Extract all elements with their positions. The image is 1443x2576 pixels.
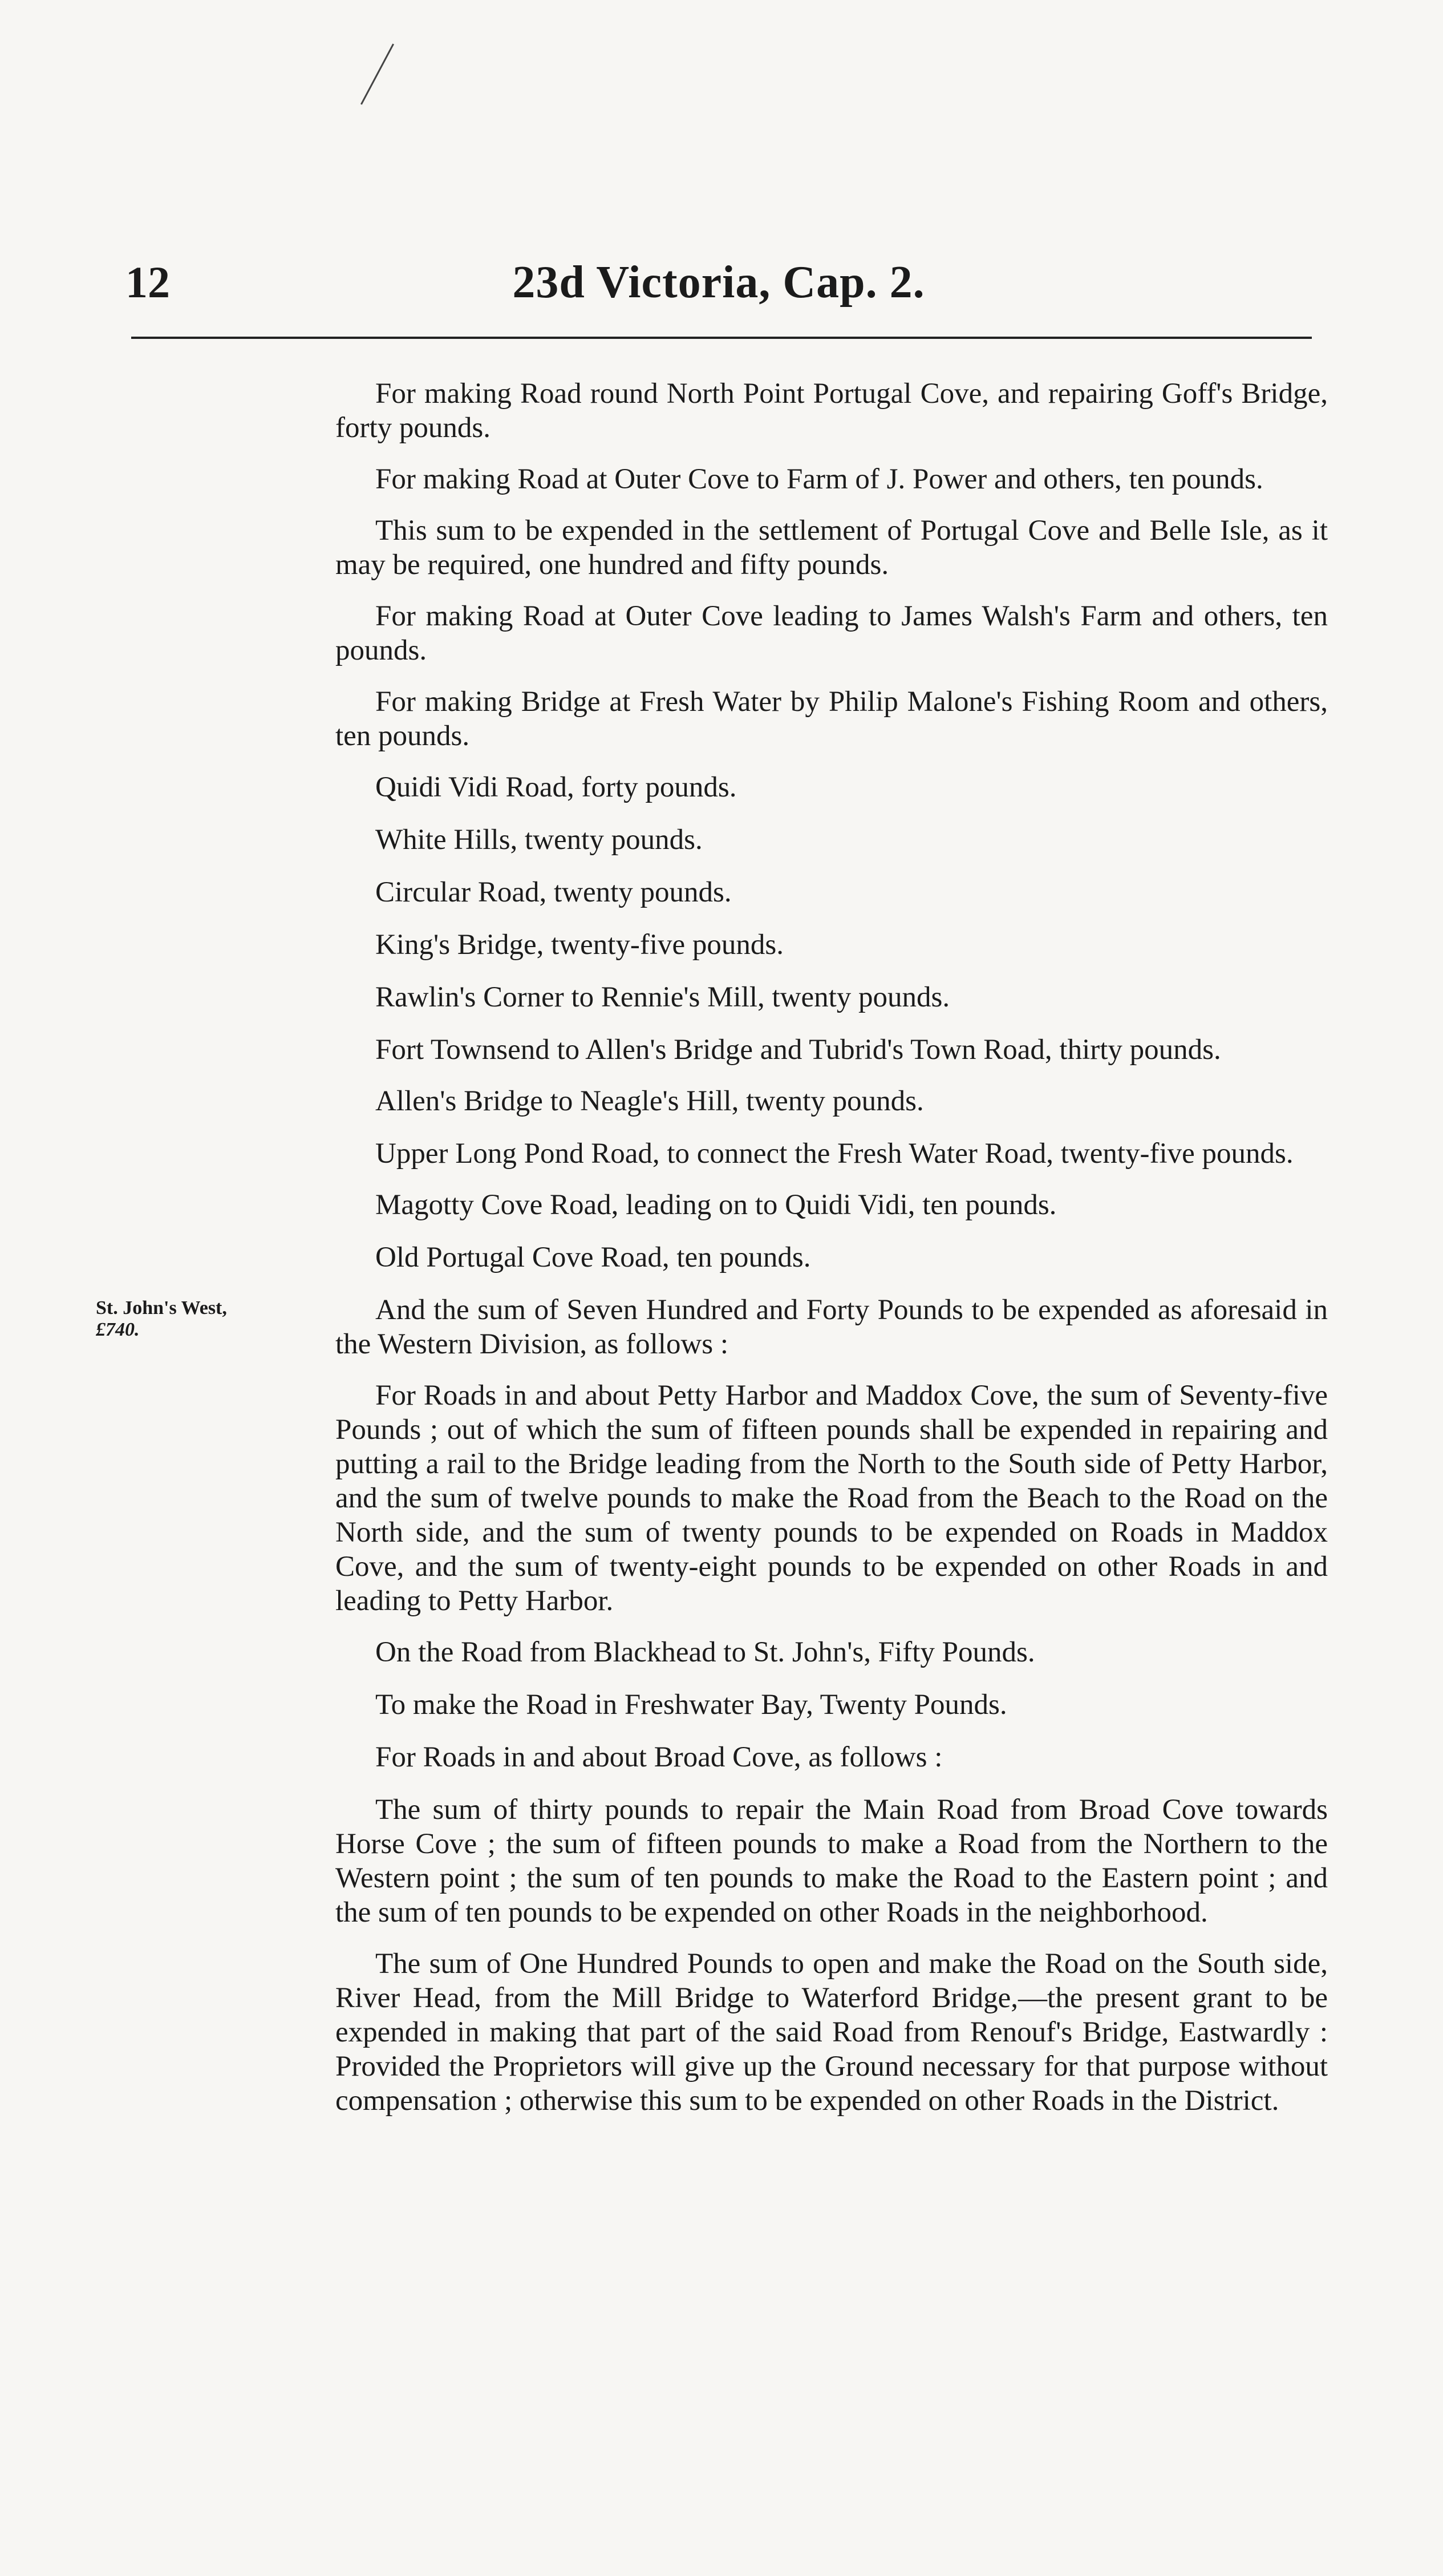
paragraph-river-head: The sum of One Hundred Pounds to open and make the Road on the South side, River Head, from the Mill Bridge to Waterford Bridge,—the present grant to be expended in making that part of the said Road from Renouf's Bridge, Eastwardly : Provided the Proprietors will give up the Ground necessary for that purpose without compensation ; otherwise this sum to be expended on other Roads in the District. [335,1948,1328,2117]
paragraph-broad-cove-details: The sum of thirty pounds to repair the Main Road from Broad Cove towards Horse Cove ; the sum of fifteen pounds to make a Road from the Northern to the Western point ; the sum of ten pounds to make the Road to the Eastern point ; and the sum of ten pounds to be expended on other Roads in the neighborhood. [335,1794,1328,1928]
paragraph-outer-cove-power: For making Road at Outer Cove to Farm of J. Power and others, ten pounds. [375,463,1263,495]
paragraph-white-hills: White Hills, twenty pounds. [375,824,703,856]
paragraph-old-portugal-cove: Old Portugal Cove Road, ten pounds. [375,1242,811,1273]
paragraph-freshwater-bay: To make the Road in Freshwater Bay, Twenty Pounds. [375,1689,1007,1721]
paragraph-fresh-water-bridge: For making Bridge at Fresh Water by Philip Malone's Fishing Room and others, ten pounds. [335,686,1328,752]
western-division-section [96,1293,1328,1361]
margin-note-st-johns-west [96,1297,290,1341]
scan-mark [360,43,394,104]
paragraph-quidi-vidi: Quidi Vidi Road, forty pounds. [375,771,737,803]
statute-body [96,377,1328,2135]
paragraph-magotty-cove: Magotty Cove Road, leading on to Quidi Vidi, ten pounds. [375,1189,1057,1221]
margin-note-label: St. John's West, [96,1297,227,1319]
paragraph-fort-townsend: Fort Townsend to Allen's Bridge and Tubrid's Town Road, thirty pounds. [375,1034,1221,1066]
paragraph-upper-long-pond: Upper Long Pond Road, to connect the Fresh Water Road, twenty-five pounds. [375,1138,1294,1170]
paragraph-kings-bridge: King's Bridge, twenty-five pounds. [375,929,784,961]
running-title: 23d Victoria, Cap. 2. [512,257,925,308]
paragraph-north-point: For making Road round North Point Portugal Cove, and repairing Goff's Bridge, forty pounds. [335,378,1328,444]
page-number: 12 [125,257,170,307]
paragraph-petty-harbor: For Roads in and about Petty Harbor and Maddox Cove, the sum of Seventy-five Pounds ; out of which the sum of fifteen pounds shall be expended in repairing and putting a rail to the Bridge leading from the North to the South side of Petty Harbor, and the sum of twelve pounds to make the Road from the Beach to the Road on the North side, and the sum of twenty pounds to be expended on Roads in Maddox Cove, and the sum of twenty-eight pounds to be expended on other Roads in and leading to Petty Harbor. [335,1380,1328,1617]
paragraph-settlement: This sum to be expended in the settlement of Portugal Cove and Belle Isle, as it may be required, one hundred and fifty pounds. [335,515,1328,581]
page-header [125,245,1312,331]
paragraph-rawlins-corner: Rawlin's Corner to Rennie's Mill, twenty pounds. [375,981,950,1013]
paragraph-circular-road: Circular Road, twenty pounds. [375,876,732,908]
paragraph-broad-cove-intro: For Roads in and about Broad Cove, as follows : [375,1741,943,1773]
paragraph-western-division: And the sum of Seven Hundred and Forty Pounds to be expended as aforesaid in the Western Division, as follows : [335,1294,1328,1360]
paragraph-allens-bridge: Allen's Bridge to Neagle's Hill, twenty pounds. [375,1085,924,1117]
header-rule [131,337,1312,339]
margin-note-amount: £740. [96,1319,140,1340]
paragraph-blackhead: On the Road from Blackhead to St. John's, Fifty Pounds. [375,1636,1035,1668]
paragraph-outer-cove-walsh: For making Road at Outer Cove leading to James Walsh's Farm and others, ten pounds. [335,600,1328,666]
